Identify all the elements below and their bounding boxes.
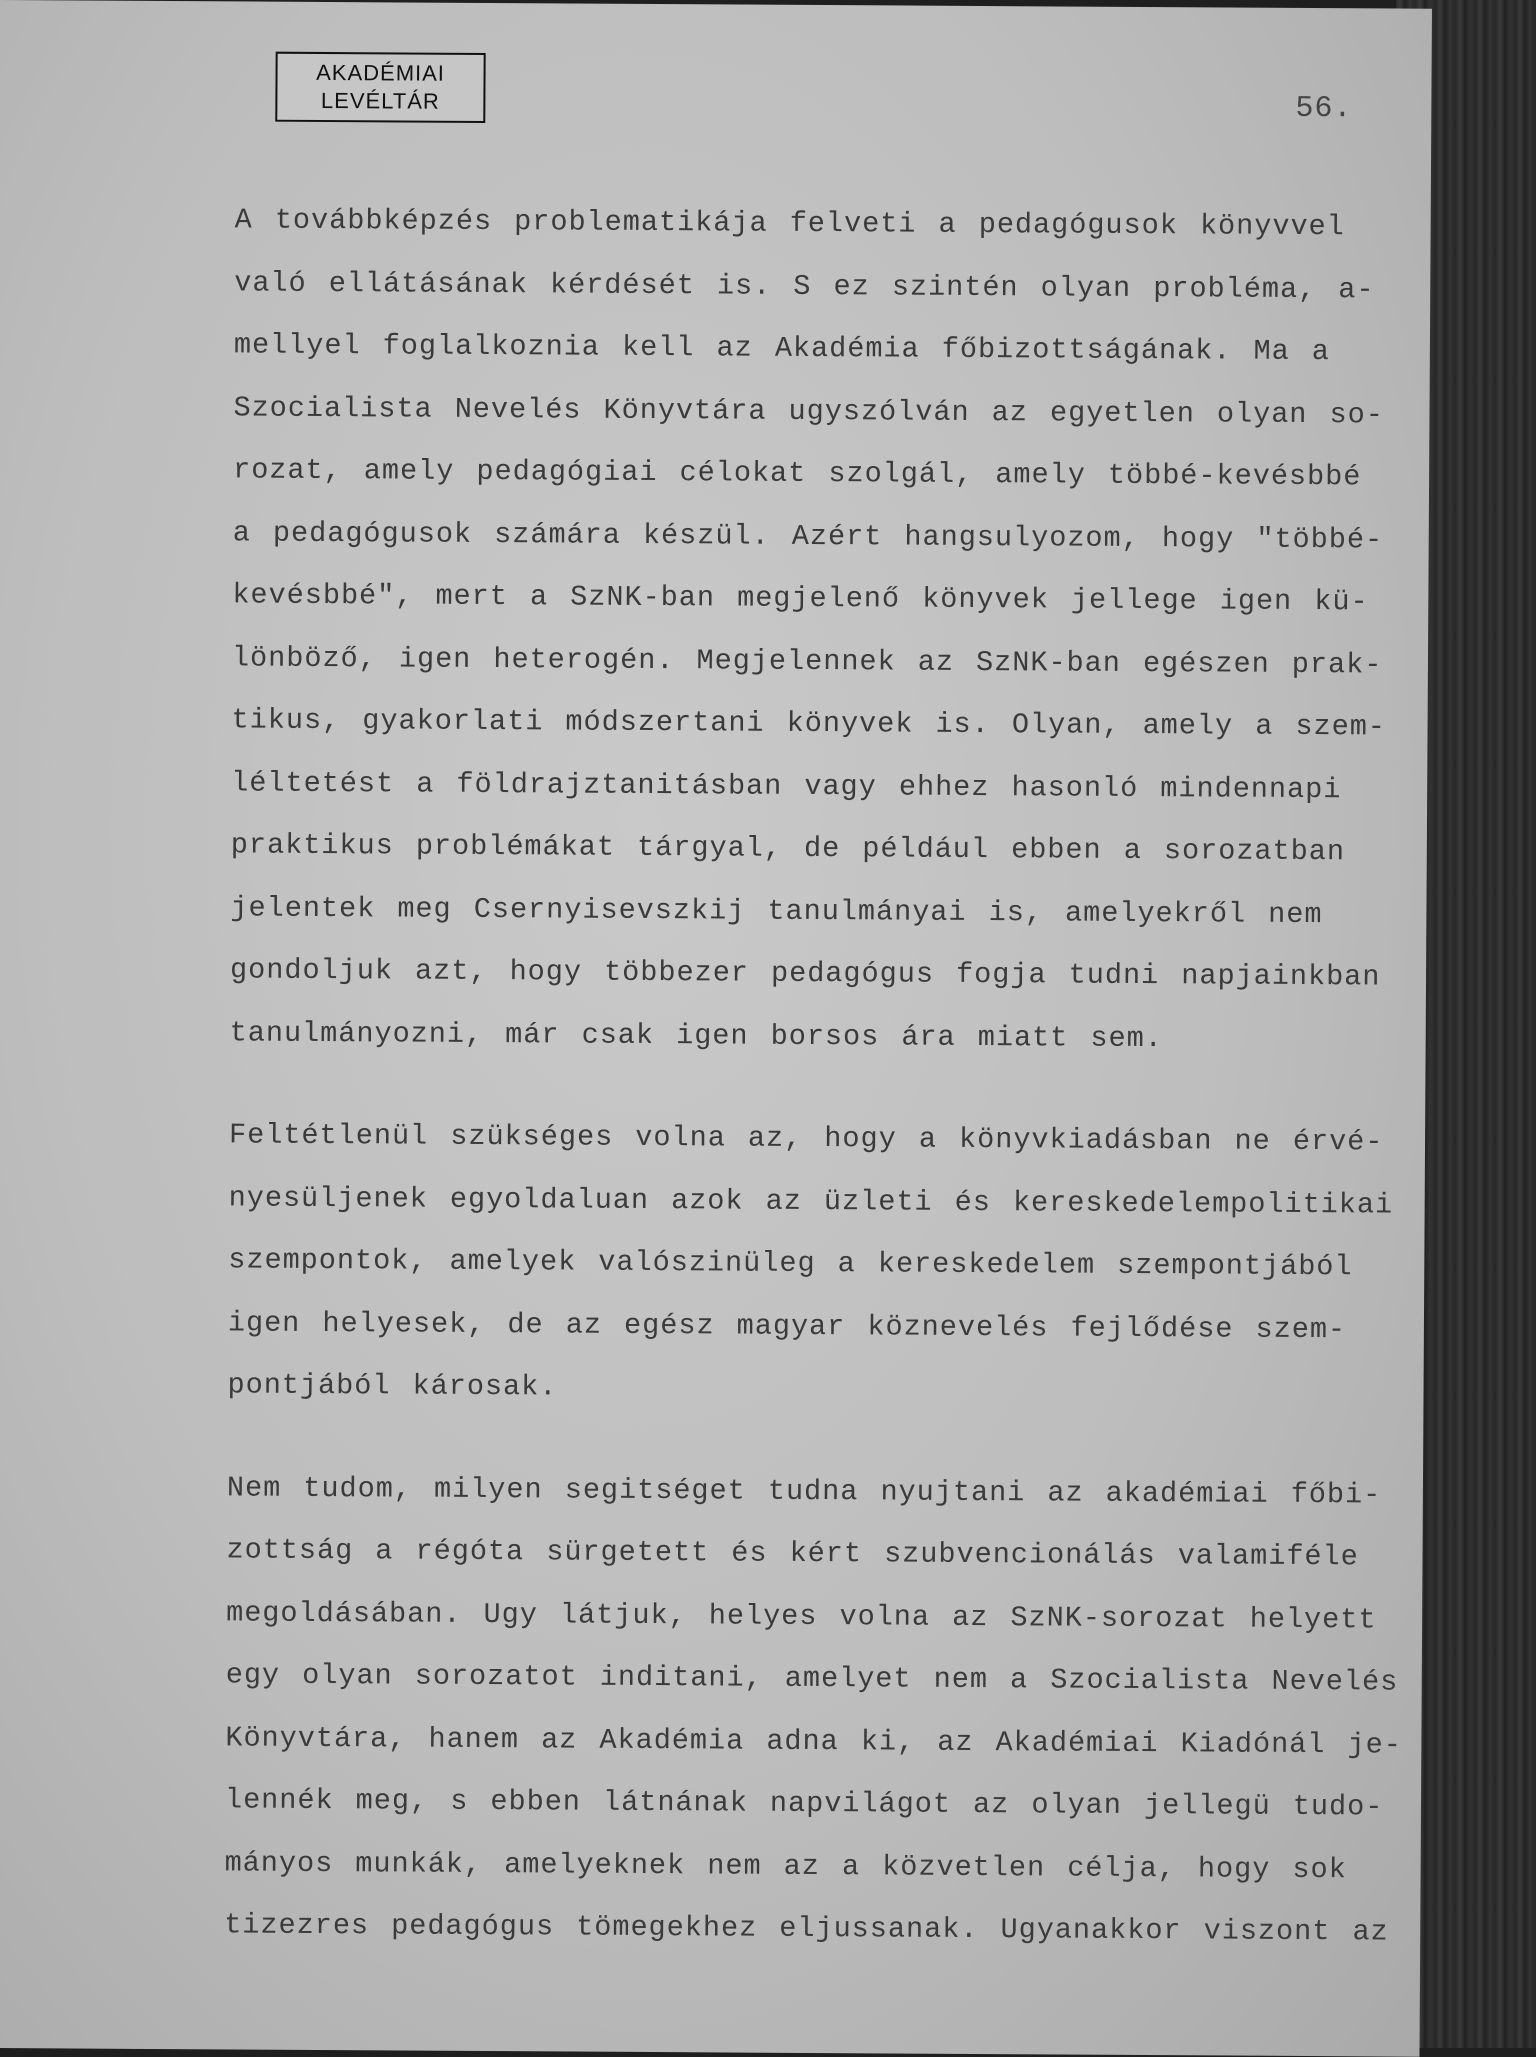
paragraph xyxy=(224,1457,1419,1964)
text-line: való ellátásának kérdését is. S ez szintén olyan probléma, a- xyxy=(234,265,1375,306)
text-line: Szocialista Nevelés Könyvtára ugyszólván az egyetlen olyan so- xyxy=(233,390,1384,431)
text-line: A továbbképzés problematikája felveti a pedagógusok könyvvel xyxy=(234,203,1345,244)
page-number: 56. xyxy=(1295,91,1353,127)
text-line: zottság a régóta sürgetett és kért szubvencionálás valamiféle xyxy=(226,1533,1359,1574)
text-line: lönböző, igen heterogén. Megjelennek az SzNK-ban egészen prak- xyxy=(231,640,1383,681)
text-line: mellyel foglalkoznia kell az Akadémia főbizottságának. Ma a xyxy=(233,328,1331,369)
text-line: megoldásában. Ugy látjuk, helyes volna az SzNK-sorozat helyett xyxy=(226,1595,1377,1636)
archive-stamp xyxy=(275,52,485,123)
text-line: szempontok, amelyek valószinüleg a kereskedelem szempontjából xyxy=(228,1243,1353,1284)
text-line: praktikus problémákat tárgyal, de például ebben a sorozatban xyxy=(230,828,1346,869)
text-line: Feltétlenül szükséges volna az, hogy a könyvkiadásban ne érvé- xyxy=(228,1118,1384,1159)
text-line: rozat, amely pedagógiai célokat szolgál, amely többé-kevésbbé xyxy=(233,453,1362,494)
text-line: tizezres pedagógus tömegekhez eljussanak. Ugyanakkor viszont az xyxy=(224,1908,1389,1949)
text-line: egy olyan sorozatot inditani, amelyet nem a Szocialista Nevelés xyxy=(225,1658,1399,1699)
text-line: tikus, gyakorlati módszertani könyvek is. Olyan, amely a szem- xyxy=(231,703,1387,744)
body-text xyxy=(224,189,1427,1964)
paragraph xyxy=(227,1104,1421,1424)
text-line: lennék meg, s ebben látnának napvilágot az olyan jellegü tudo- xyxy=(224,1783,1384,1824)
text-line: gondoljuk azt, hogy többezer pedagógus fogja tudni napjainkban xyxy=(229,953,1381,994)
text-line: kevésbbé", mert a SzNK-ban megjelenő könyvek jellege igen kü- xyxy=(232,578,1369,619)
text-line: jelentek meg Csernyisevszkij tanulmányai is, amelyekről nem xyxy=(230,890,1323,931)
text-line: pontjából károsak. xyxy=(227,1368,558,1404)
text-line: léltetést a földrajztanitásban vagy ehhez hasonló mindennapi xyxy=(231,765,1342,806)
stamp-line-2: LEVÉLTÁR xyxy=(320,87,440,114)
text-line: igen helyesek, de az egész magyar köznevelés fejlődése szem- xyxy=(227,1305,1347,1346)
text-line: nyesüljenek egyoldaluan azok az üzleti és kereskedelempolitikai xyxy=(228,1180,1394,1222)
text-line: tanulmányozni, már csak igen borsos ára miatt sem. xyxy=(229,1015,1163,1055)
text-line: Nem tudom, milyen segitséget tudna nyujtani az akadémiai főbi- xyxy=(226,1470,1382,1511)
text-line: a pedagógusok számára készül. Azért hangsulyozom, hogy "többé- xyxy=(232,515,1384,556)
stamp-line-1: AKADÉMIAI xyxy=(316,59,446,86)
text-line: Könyvtára, hanem az Akadémia adna ki, az Akadémiai Kiadónál je- xyxy=(225,1720,1402,1762)
paragraph xyxy=(230,189,1427,1071)
text-line: mányos munkák, amelyeknek nem az a közvetlen célja, hogy sok xyxy=(224,1845,1347,1886)
